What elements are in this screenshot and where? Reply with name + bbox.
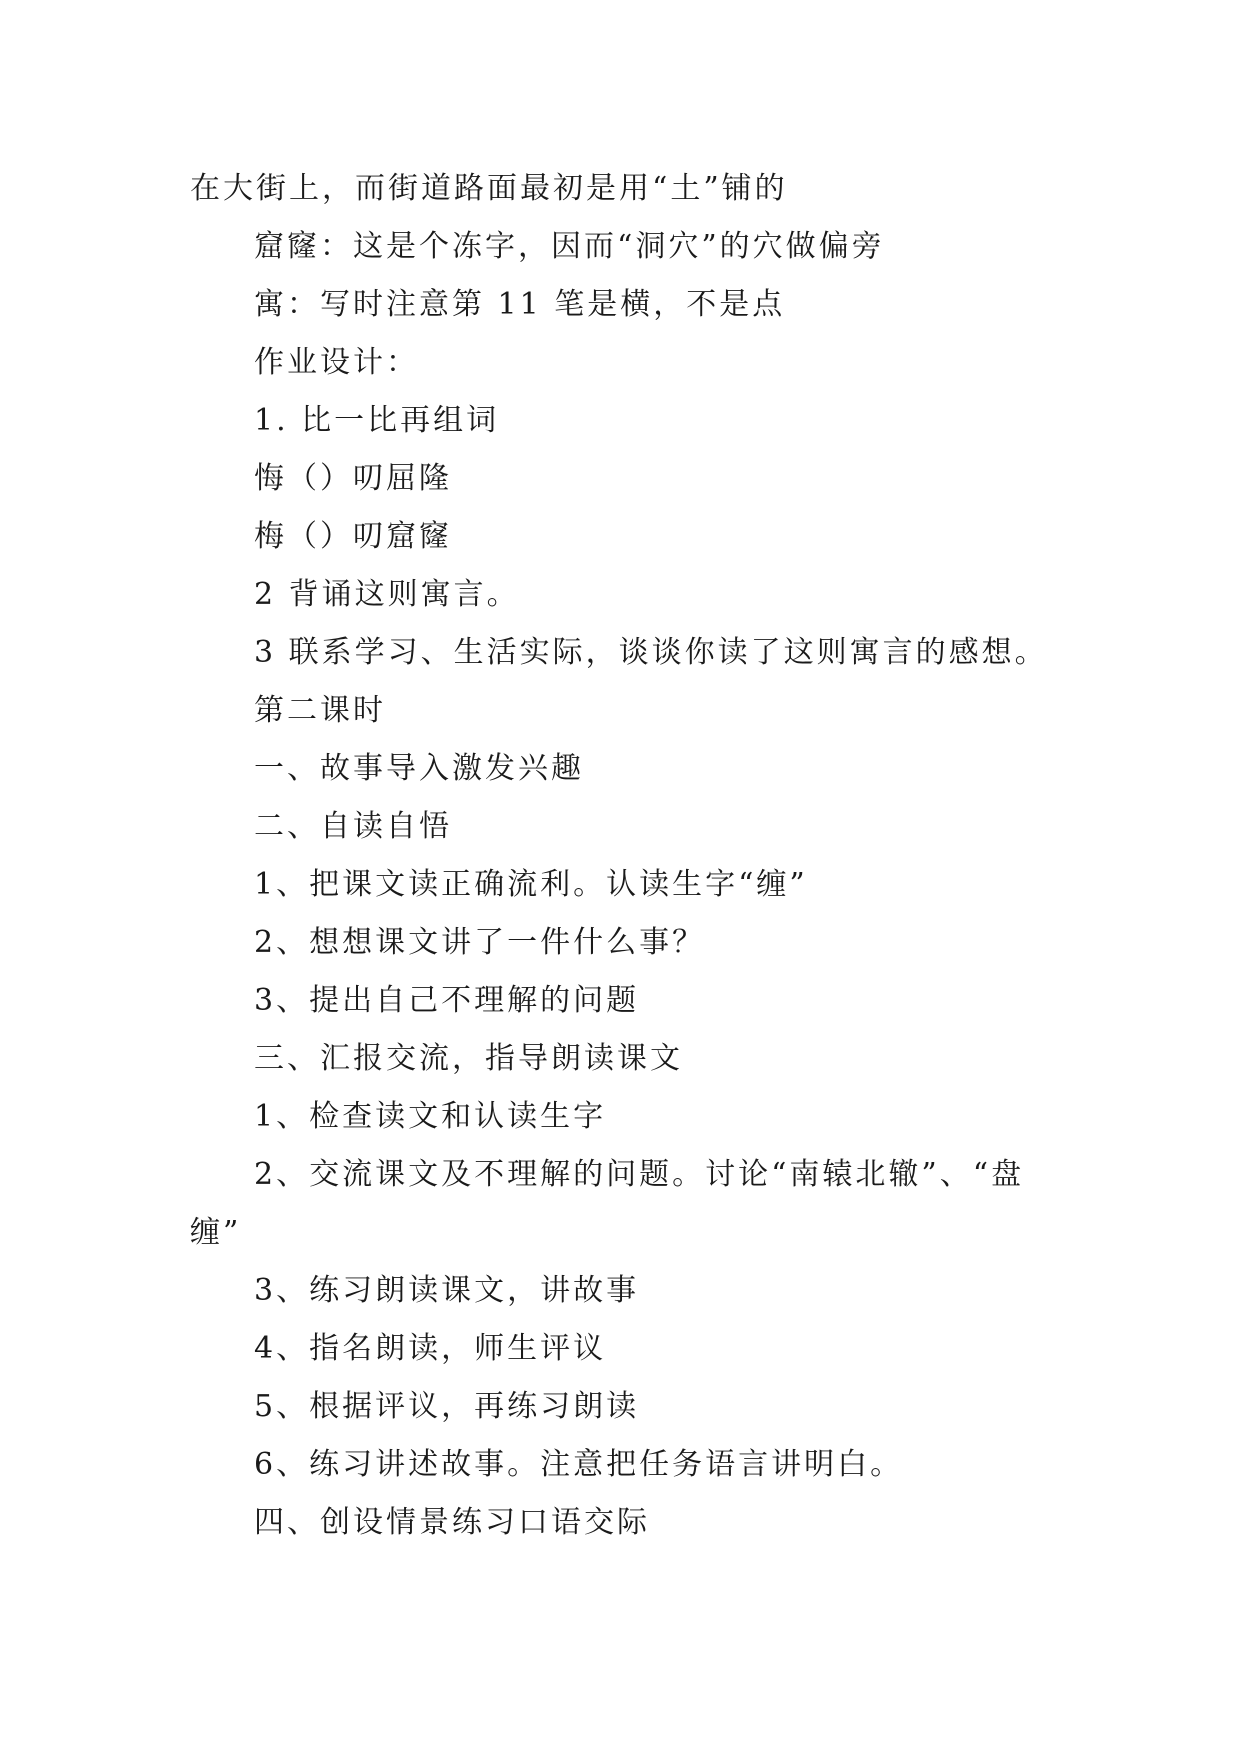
document-body — [190, 160, 1050, 1552]
text-line: 悔（）叨屈隆 — [254, 461, 452, 496]
section-heading: 二、自读自悟 — [254, 809, 452, 844]
list-item: 2、交流课文及不理解的问题。讨论“南辕北辙”、“盘 — [254, 1157, 1025, 1192]
section-heading: 三、汇报交流，指导朗读课文 — [254, 1041, 683, 1076]
list-item: 2、想想课文讲了一件什么事？ — [254, 925, 706, 960]
list-item: 1. 比一比再组词 — [254, 403, 500, 438]
list-item: 5、根据评议，再练习朗读 — [254, 1389, 640, 1424]
list-item: 1、检查读文和认读生字 — [254, 1099, 607, 1134]
section-heading: 四、创设情景练习口语交际 — [254, 1505, 650, 1540]
section-heading: 作业设计： — [254, 345, 419, 380]
list-item: 6、练习讲述故事。注意把任务语言讲明白。 — [254, 1447, 904, 1482]
text-line: 缠” — [190, 1215, 242, 1250]
text-line: 窟窿：这是个冻字，因而“洞穴”的穴做偏旁 — [254, 229, 885, 264]
list-item: 3、练习朗读课文，讲故事 — [254, 1273, 640, 1308]
list-item: 4、指名朗读，师生评议 — [254, 1331, 607, 1366]
section-heading: 第二课时 — [254, 693, 386, 728]
list-item: 1、把课文读正确流利。认读生字“缠” — [254, 867, 808, 902]
list-item: 3 联系学习、生活实际，谈谈你读了这则寓言的感想。 — [254, 635, 1048, 670]
section-heading: 一、故事导入激发兴趣 — [254, 751, 584, 786]
text-line: 梅（）叨窟窿 — [254, 519, 452, 554]
text-line: 在大街上，而街道路面最初是用“土”铺的 — [190, 171, 788, 206]
list-item: 3、提出自己不理解的问题 — [254, 983, 640, 1018]
text-line: 寓：写时注意第 11 笔是横，不是点 — [254, 287, 786, 322]
list-item: 2 背诵这则寓言。 — [254, 577, 520, 612]
